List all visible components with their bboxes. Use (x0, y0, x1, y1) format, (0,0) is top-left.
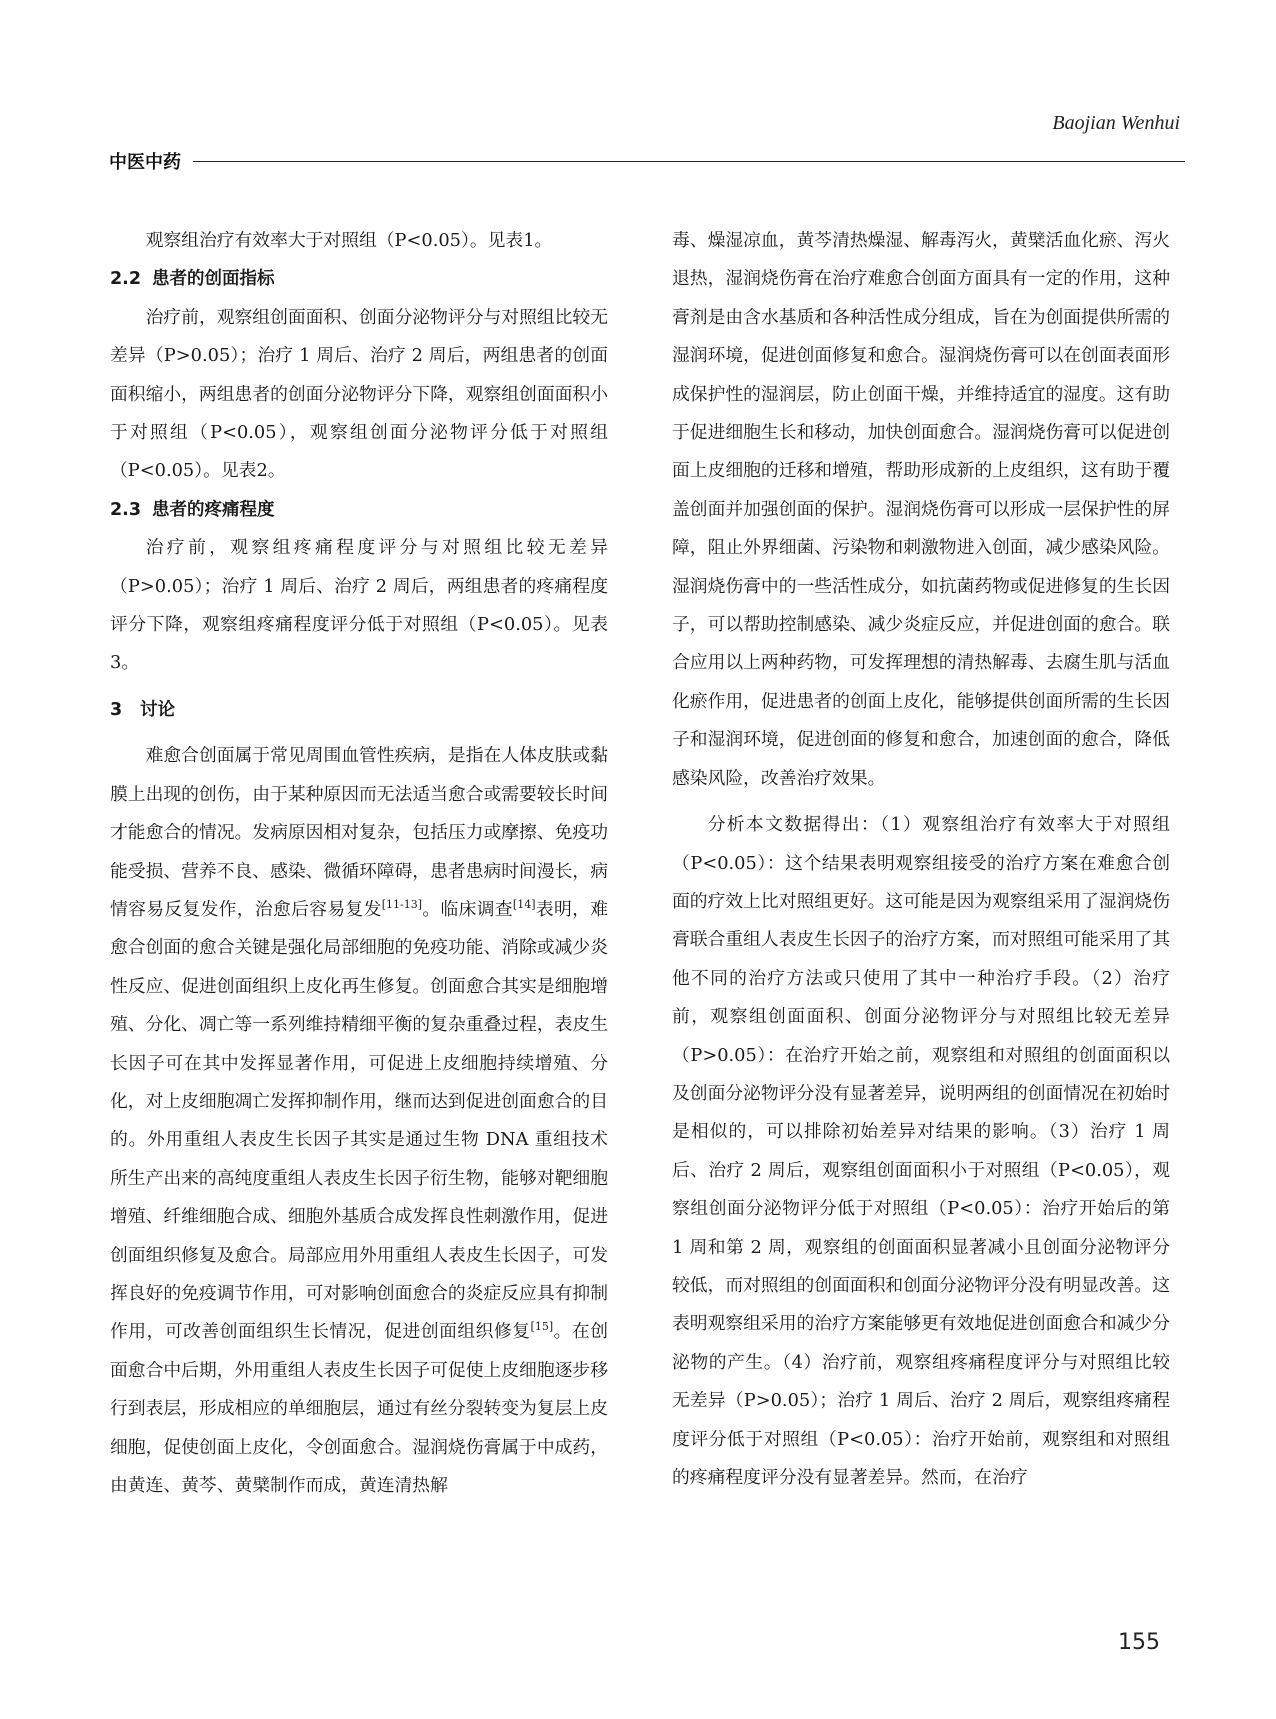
section-number: 3 (110, 699, 123, 720)
right-column (672, 222, 1170, 1497)
section-title: 中医中药 (109, 152, 181, 173)
wound-index-paragraph: 治疗前，观察组创面面积、创面分泌物评分与对照组比较无差异（P>0.05）；治疗 1 周后、治疗 2 周后，两组患者的创面面积缩小，两组患者的创面分泌物评分下降，观察组创面面积小于对照组（P<0.05），观察组创面分泌物评分低于对照组（P<0.05）。见表2。 (110, 306, 608, 482)
discussion-text: 难愈合创面属于常见周围血管性疾病，是指在人体皮肤或黏膜上出现的创伤，由于某种原因而无法适当愈合或需要较长时间才能愈合的情况。发病原因相对复杂，包括压力或摩擦、免疫功能受损、营养不良、感染、微循环障碍，患者患病时间漫长，病情容易反复发作，治愈后容易复发 (110, 745, 608, 920)
citation-ref: [11-13] (381, 897, 423, 911)
results-efficacy-paragraph: 观察组治疗有效率大于对照组（P<0.05）。见表1。 (145, 230, 553, 251)
left-column (110, 222, 608, 1505)
section-number: 2.2 (110, 269, 142, 290)
discussion-paragraph-continued: 毒、燥湿凉血，黄芩清热燥湿、解毒泻火，黄檗活血化瘀、泻火退热，湿润烧伤膏在治疗难愈合创面方面具有一定的作用，这种膏剂是由含水基质和各种活性成分组成，旨在为创面提供所需的湿润环境，促进创面修复和愈合。湿润烧伤膏可以在创面表面形成保护性的湿润层，防止创面干燥，并维持适宜的湿度。这有助于促进细胞生长和移动，加快创面愈合。湿润烧伤膏可以促进创面上皮细胞的迁移和增殖，帮助形成新的上皮组织，这有助于覆盖创面并加强创面的保护。湿润烧伤膏可以形成一层保护性的屏障，阻止外界细菌、污染物和刺激物进入创面，减少感染风险。湿润烧伤膏中的一些活性成分，如抗菌药物或促进修复的生长因子，可以帮助控制感染、减少炎症反应，并促进创面的愈合。联合应用以上两种药物，可发挥理想的清热解毒、去腐生肌与活血化瘀作用，促进患者的创面上皮化，能够提供创面所需的生长因子和湿润环境，促进创面的修复和愈合，加速创面的愈合，降低感染风险，改善治疗效果。 (672, 230, 1170, 789)
section-3-heading (110, 691, 608, 729)
analysis-paragraph: 分析本文数据得出：（1）观察组治疗有效率大于对照组（P<0.05）：这个结果表明观察组接受的治疗方案在难愈合创面的疗效上比对照组更好。这可能是因为观察组采用了湿润烧伤膏联合重组人表皮生长因子的治疗方案，而对照组可能采用了其他不同的治疗方法或只使用了其中一种治疗手段。（2）治疗前，观察组创面面积、创面分泌物评分与对照组比较无差异（P>0.05）：在治疗开始之前，观察组和对照组的创面面积以及创面分泌物评分没有显著差异，说明两组的创面情况在初始时是相似的，可以排除初始差异对结果的影响。（3）治疗 1 周后、治疗 2 周后，观察组创面面积小于对照组（P<0.05），观察组创面分泌物评分低于对照组（P<0.05）：治疗开始后的第 1 周和第 2 周，观察组的创面面积显著减小且创面分泌物评分较低，而对照组的创面面积和创面分泌物评分没有明显改善。这表明观察组采用的治疗方案能够更有效地促进创面愈合和减少分泌物的产生。（4）治疗前，观察组疼痛程度评分与对照组比较无差异（P>0.05）；治疗 1 周后、治疗 2 周后，观察组疼痛程度评分低于对照组（P<0.05）：治疗开始前，观察组和对照组的疼痛程度评分没有显著差异。然而，在治疗 (672, 814, 1170, 1488)
discussion-text: 表明，难愈合创面的愈合关键是强化局部细胞的免疫功能、消除或减少炎性反应、促进创面组织上皮化再生修复。创面愈合其实是细胞增殖、分化、凋亡等一系列维持精细平衡的复杂重叠过程，表皮生长因子可在其中发挥显著作用，可促进上皮细胞持续增殖、分化，对上皮细胞凋亡发挥抑制作用，继而达到促进创面愈合的目的。外用重组人表皮生长因子其实是通过生物 DNA 重组技术所生产出来的高纯度重组人表皮生长因子衍生物，能够对靶细胞增殖、纤维细胞合成、细胞外基质合成发挥良性刺激作用，促进创面组织修复及愈合。局部应用外用重组人表皮生长因子，可发挥良好的免疫调节作用，可对影响创面愈合的炎症反应具有抑制作用，可改善创面组织生长情况，促进创面组织修复 (110, 898, 608, 1343)
journal-title: Baojian Wenhui (1052, 112, 1180, 134)
section-2-2-heading (110, 260, 608, 298)
discussion-paragraph-1 (110, 737, 608, 1505)
section-number: 2.3 (110, 499, 142, 520)
page-number: 155 (1118, 1630, 1160, 1655)
citation-ref: [14] (512, 897, 536, 911)
citation-ref: [15] (530, 1320, 554, 1334)
discussion-text: 。在创面愈合中后期，外用重组人表皮生长因子可促使上皮细胞逐步移行到表层，形成相应的单细胞层，通过有丝分裂转变为复层上皮细胞，促使创面上皮化，令创面愈合。湿润烧伤膏属于中成药，由黄连、黄芩、黄檗制作而成，黄连清热解 (110, 1321, 608, 1496)
header-rule (193, 161, 1185, 162)
section-2-3-heading (110, 491, 608, 529)
section-title: 讨论 (140, 699, 175, 720)
pain-paragraph: 治疗前，观察组疼痛程度评分与对照组比较无差异（P>0.05）；治疗 1 周后、治疗 2 周后，两组患者的疼痛程度评分下降，观察组疼痛程度评分低于对照组（P<0.05）。见表 3。 (110, 537, 608, 674)
section-title: 患者的创面指标 (152, 269, 275, 290)
discussion-text: 。临床调查 (422, 898, 513, 920)
section-title: 患者的疼痛程度 (152, 499, 275, 520)
